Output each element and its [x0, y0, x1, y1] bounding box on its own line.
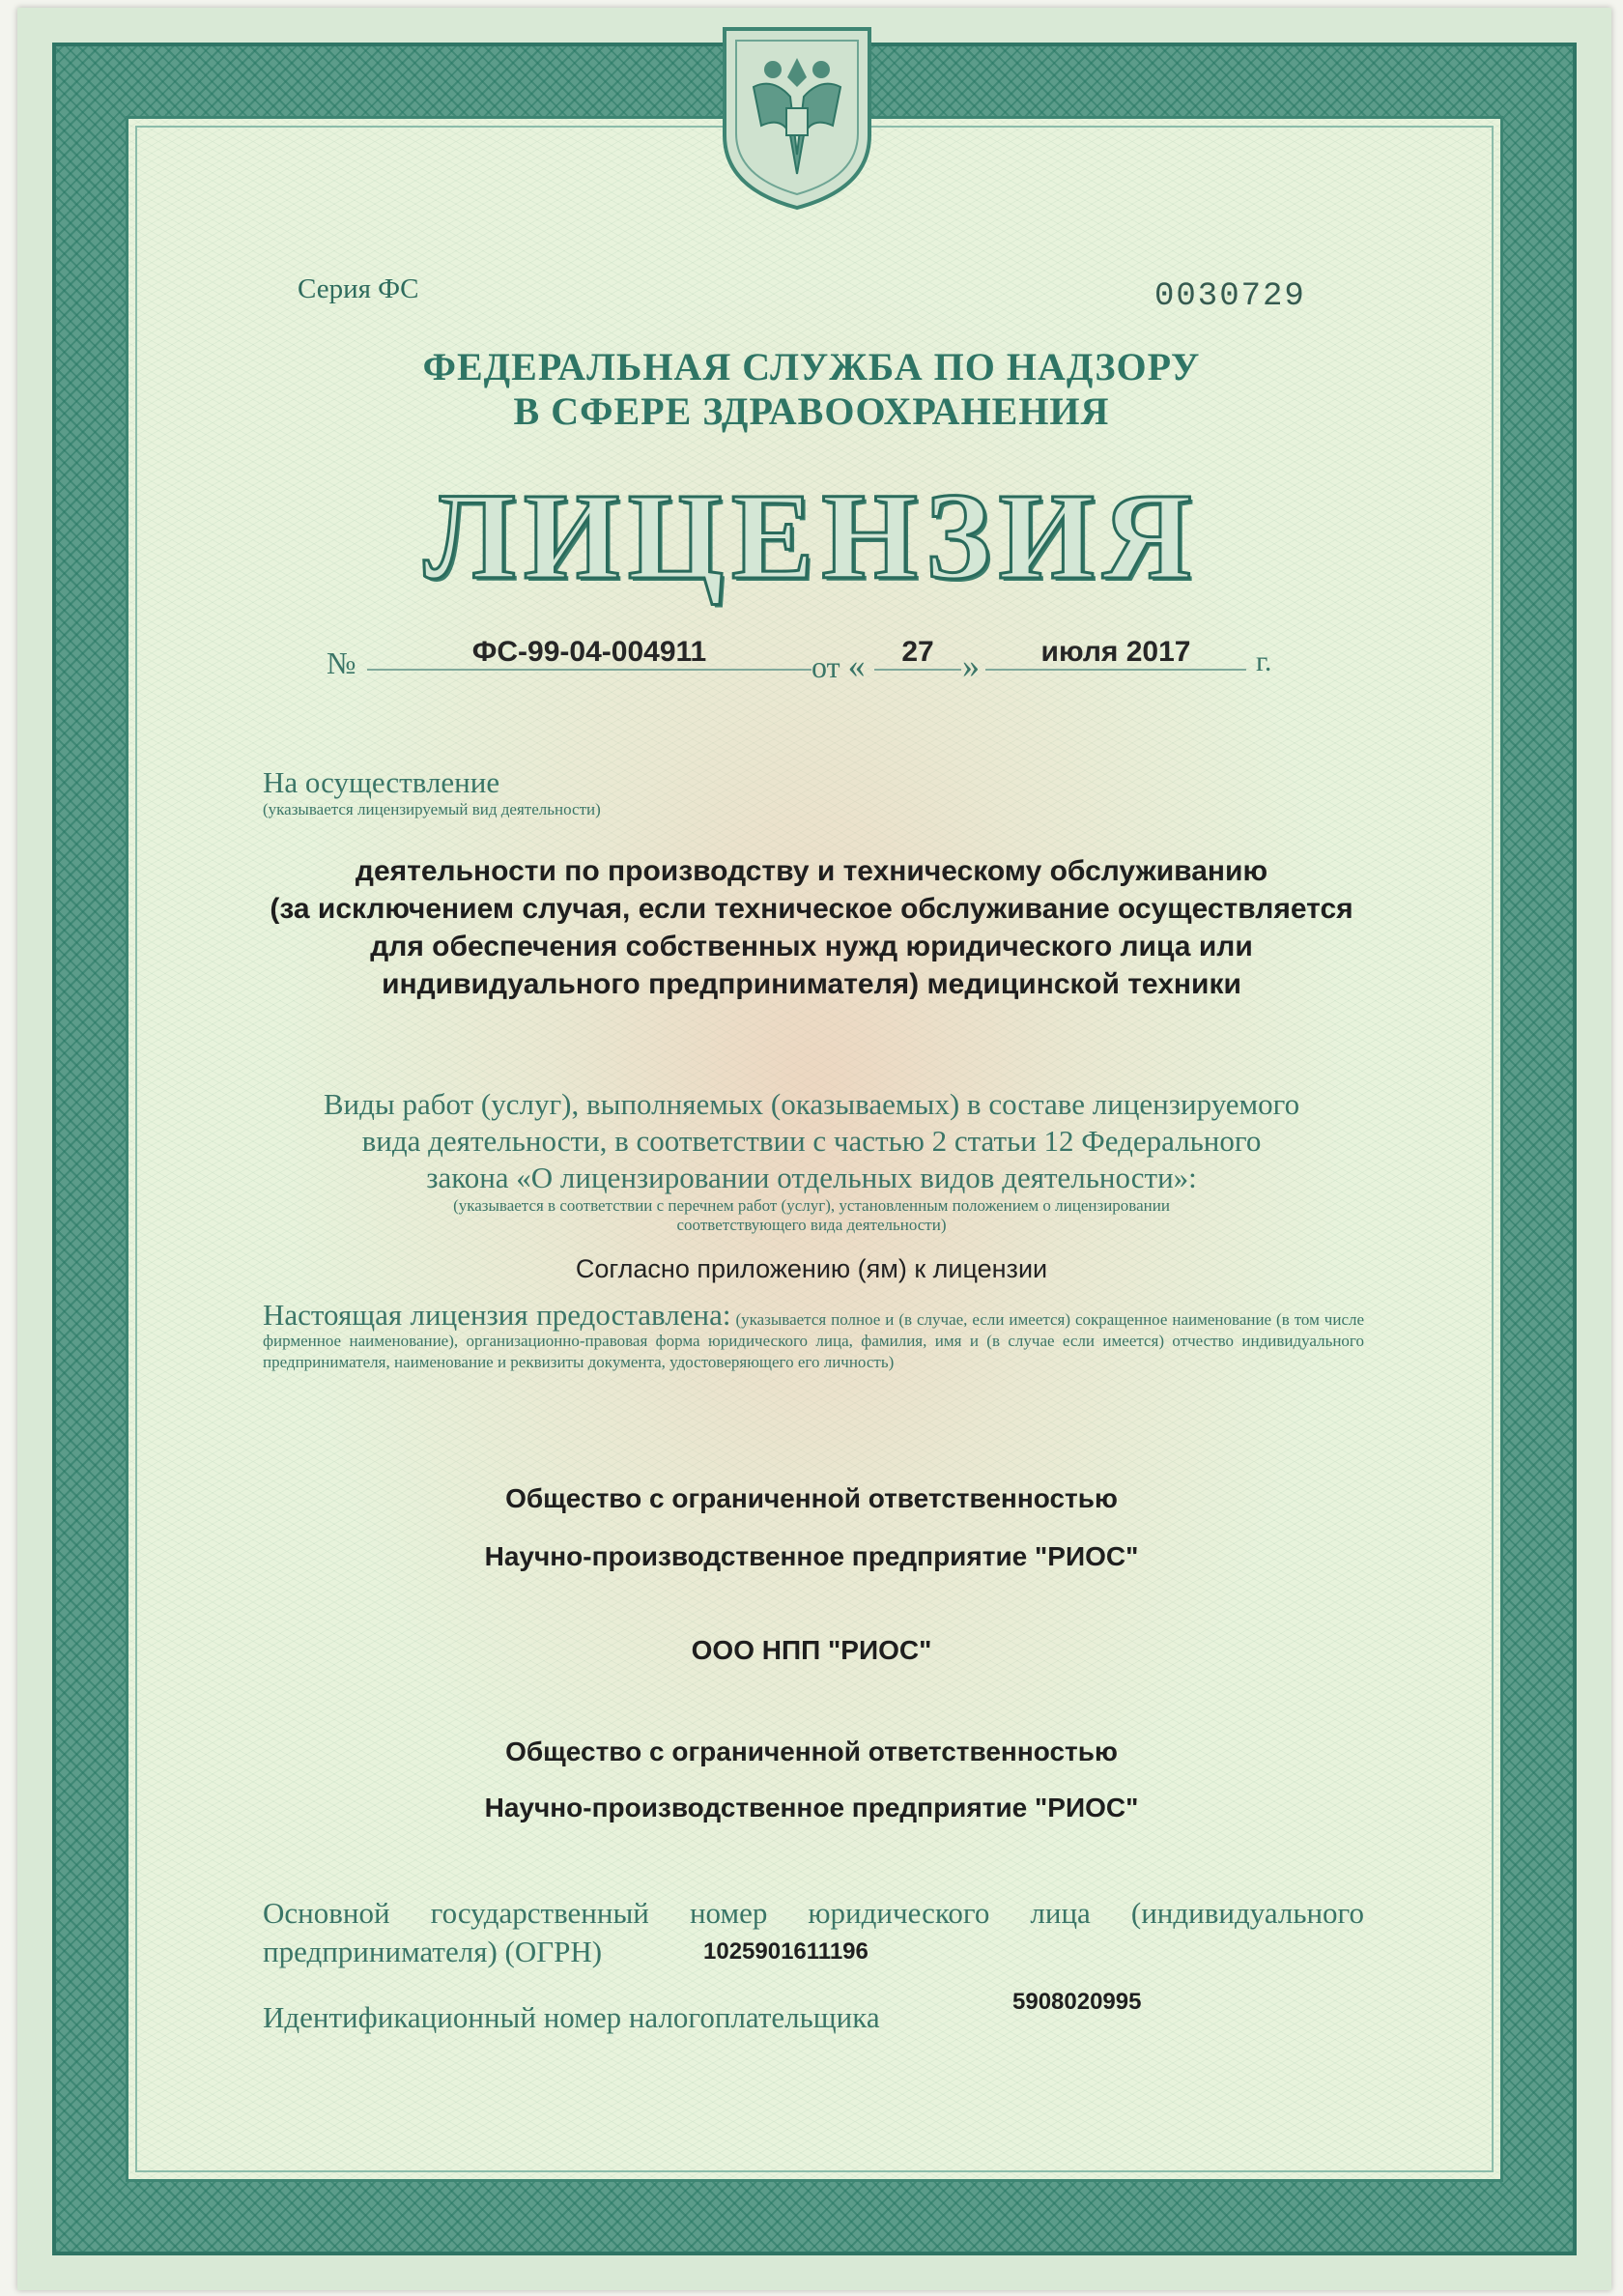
- document-title: ЛИЦЕНЗИЯ: [423, 468, 1200, 605]
- activity-label: На осуществление: [263, 765, 500, 799]
- number-sign: №: [327, 646, 356, 680]
- inn-value: 5908020995: [1012, 1989, 1142, 2015]
- date-from-label: [812, 646, 866, 686]
- provided-lead: Настоящая лицензия предоставлена:: [263, 1298, 731, 1332]
- works-description: [232, 1086, 1391, 1196]
- agency-name-line2: В СФЕРЕ ЗДРАВООХРАНЕНИЯ: [513, 389, 1110, 433]
- license-number: ФС-99-04-004911: [367, 636, 812, 671]
- quote-close: »: [962, 646, 980, 685]
- ogrn-label: Основной государственный номер юридического лица (индивидуального предпринимателя) (ОГРН): [263, 1896, 1364, 1968]
- quote-open: «: [847, 646, 866, 685]
- works-note-line: (указывается в соответствии с перечнем работ (услуг), установленным положением о лицензировании: [453, 1196, 1170, 1215]
- works-note-line: соответствующего вида деятельности): [676, 1216, 947, 1234]
- activity-line: деятельности по производству и техническому обслуживанию: [355, 855, 1268, 887]
- agency-name-line1: ФЕДЕРАЛЬНАЯ СЛУЖБА ПО НАДЗОРУ: [422, 345, 1201, 388]
- org-brand-name-line1: Общество с ограниченной ответственностью: [505, 1736, 1118, 1766]
- license-month-year: июля 2017: [985, 636, 1246, 671]
- works-value: Согласно приложению (ям) к лицензии: [575, 1254, 1048, 1283]
- activity-line: (за исключением случая, если техническое обслуживание осуществляется: [270, 893, 1353, 925]
- ogrn-value: 1025901611196: [703, 1938, 868, 1965]
- series-number: 0030729: [1154, 278, 1306, 315]
- org-full-name-line2: Научно-производственное предприятие "РИОС": [484, 1541, 1139, 1571]
- activity-line: для обеспечения собственных нужд юридического лица или: [370, 931, 1253, 962]
- coat-of-arms-emblem: [715, 19, 879, 213]
- provided-note: (указывается полное и (в случае, если имеется) сокращенное наименование (в том числе фирменное наименование), организационно-правовая форма юридического лица, фамилия, имя и (в случае если имеется) отчество индивидуального предпринимателя, наименование и реквизиты документа, удостоверяющего его личность): [263, 1310, 1365, 1371]
- works-line: Виды работ (услуг), выполняемых (оказываемых) в составе лицензируемого: [323, 1087, 1300, 1121]
- series-label: Серия ФС: [298, 273, 419, 304]
- license-day: 27: [874, 636, 961, 671]
- inn-label: Идентификационный номер налогоплательщика: [263, 2000, 880, 2034]
- activity-description: [232, 852, 1391, 1003]
- org-brand-name-line2: Научно-производственное предприятие "РИОС": [484, 1793, 1139, 1822]
- org-short-name: ООО НПП "РИОС": [691, 1635, 932, 1665]
- year-suffix: г.: [1256, 646, 1272, 677]
- org-full-name-line1: Общество с ограниченной ответственностью: [505, 1483, 1118, 1513]
- works-line: закона «О лицензировании отдельных видов деятельности»:: [426, 1161, 1197, 1194]
- from-word: от: [812, 649, 840, 684]
- works-line: вида деятельности, в соответствии с частью 2 статьи 12 Федерального: [361, 1124, 1262, 1158]
- works-note: [232, 1196, 1391, 1235]
- activity-note: (указывается лицензируемый вид деятельности): [263, 800, 601, 818]
- quote-close-wrap: [962, 646, 980, 686]
- activity-line: индивидуального предпринимателя) медицинской техники: [382, 968, 1241, 1000]
- provided-block: [263, 1298, 1365, 1373]
